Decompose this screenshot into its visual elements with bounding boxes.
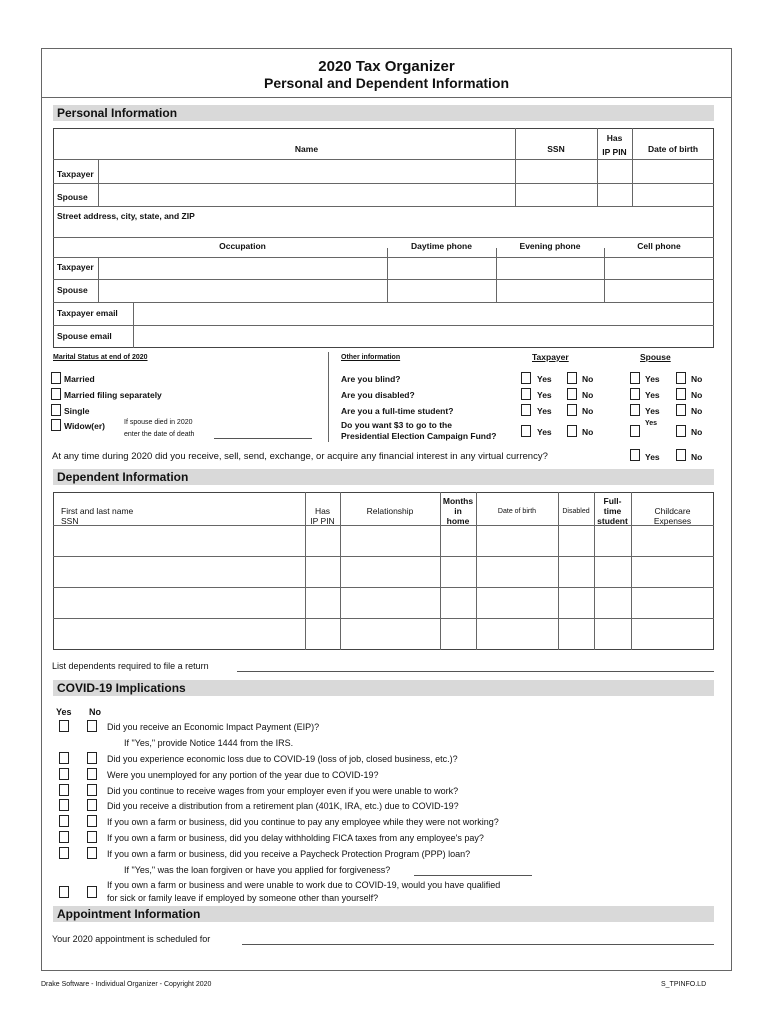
single-checkbox[interactable] bbox=[51, 404, 61, 416]
married-checkbox[interactable] bbox=[51, 372, 61, 384]
no-label: No bbox=[582, 406, 594, 416]
dep-col-ssn: SSN bbox=[61, 516, 79, 526]
covid-q8-yes-checkbox[interactable] bbox=[59, 847, 69, 859]
campaign-question-1: Do you want $3 to go to the bbox=[341, 420, 452, 430]
dep-col-name: First and last name bbox=[61, 506, 134, 516]
yes-label: Yes bbox=[645, 420, 658, 427]
list-dependents-label: List dependents required to file a return bbox=[52, 661, 209, 671]
covid-q1: Did you receive an Economic Impact Payment (EIP)? bbox=[107, 722, 320, 732]
covid-q2: Did you experience economic loss due to COVID-19 (loss of job, closed business, etc.)? bbox=[107, 754, 458, 764]
date-of-death-field[interactable] bbox=[214, 438, 312, 439]
sp-blind-no-checkbox[interactable] bbox=[676, 372, 686, 384]
taxpayer-occupation-field[interactable] bbox=[99, 258, 386, 278]
spouse-occupation-field[interactable] bbox=[99, 280, 386, 301]
no-label: No bbox=[691, 452, 703, 462]
mfs-checkbox[interactable] bbox=[51, 388, 61, 400]
title-divider bbox=[42, 97, 731, 98]
tp-blind-yes-checkbox[interactable] bbox=[521, 372, 531, 384]
covid-q3-yes-checkbox[interactable] bbox=[59, 768, 69, 780]
appointment-label: Your 2020 appointment is scheduled for bbox=[52, 934, 211, 944]
covid-q1-no-checkbox[interactable] bbox=[87, 720, 97, 732]
sp-disabled-no-checkbox[interactable] bbox=[676, 388, 686, 400]
covid-q7: If you own a farm or business, did you delay withholding FICA taxes from any employee's pay? bbox=[107, 833, 484, 843]
yes-label: Yes bbox=[645, 374, 660, 384]
blind-question: Are you blind? bbox=[341, 374, 401, 384]
spouse-died-note-1: If spouse died in 2020 bbox=[124, 419, 193, 426]
covid-q8: If you own a farm or business, did you receive a Paycheck Protection Program (PPP) loan? bbox=[107, 849, 471, 859]
dep-col-expenses: Expenses bbox=[653, 516, 692, 526]
appointment-field[interactable] bbox=[242, 944, 714, 945]
vc-no-checkbox[interactable] bbox=[676, 449, 686, 461]
other-taxpayer-heading: Taxpayer bbox=[532, 352, 569, 362]
taxpayer-email-field[interactable] bbox=[134, 303, 713, 324]
dep-col-has: Has bbox=[314, 506, 331, 516]
covid-q2-no-checkbox[interactable] bbox=[87, 752, 97, 764]
covid-q3: Were you unemployed for any portion of the year due to COVID-19? bbox=[107, 770, 379, 780]
covid-q6-no-checkbox[interactable] bbox=[87, 815, 97, 827]
row-spouse-label: Spouse bbox=[57, 192, 88, 202]
dependent-row-3-name-field[interactable] bbox=[54, 588, 304, 617]
covid-q2-yes-checkbox[interactable] bbox=[59, 752, 69, 764]
sp-campaign-yes-checkbox[interactable] bbox=[630, 425, 640, 437]
dep-col-dob: Date of birth bbox=[497, 508, 537, 515]
vc-yes-checkbox[interactable] bbox=[630, 449, 640, 461]
page-subtitle: Personal and Dependent Information bbox=[263, 75, 510, 91]
covid-q7-yes-checkbox[interactable] bbox=[59, 831, 69, 843]
covid-yes-heading: Yes bbox=[56, 707, 72, 717]
yes-label: Yes bbox=[645, 452, 660, 462]
student-question: Are you a full-time student? bbox=[341, 406, 454, 416]
col-ip-pin: IP PIN bbox=[602, 147, 627, 157]
covid-q1-yes-checkbox[interactable] bbox=[59, 720, 69, 732]
dep-col-relationship: Relationship bbox=[366, 506, 414, 516]
covid-q8-sub: If "Yes," was the loan forgiven or have you applied for forgiveness? bbox=[124, 865, 391, 875]
no-label: No bbox=[582, 390, 594, 400]
covid-q9-line2: for sick or family leave if employed by someone other than yourself? bbox=[107, 893, 379, 903]
covid-section-header: COVID-19 Implications bbox=[53, 680, 714, 696]
covid-q4: Did you continue to receive wages from your employer even if you were unable to work? bbox=[107, 786, 459, 796]
dep-col-months: Months bbox=[442, 496, 474, 506]
other-info-heading: Other information bbox=[341, 354, 401, 361]
covid-q9-line1: If you own a farm or business and were unable to work due to COVID-19, would you have qualified bbox=[107, 880, 501, 890]
sp-student-yes-checkbox[interactable] bbox=[630, 404, 640, 416]
address-field[interactable] bbox=[54, 221, 713, 236]
yes-label: Yes bbox=[645, 406, 660, 416]
no-label: No bbox=[691, 374, 703, 384]
col-cell-phone: Cell phone bbox=[637, 241, 681, 251]
col-occupation: Occupation bbox=[219, 241, 266, 251]
covid-q4-yes-checkbox[interactable] bbox=[59, 784, 69, 796]
col-ssn: SSN bbox=[547, 144, 565, 154]
covid-q6: If you own a farm or business, did you continue to pay any employee while they were not working? bbox=[107, 817, 499, 827]
dep-col-in: in bbox=[454, 506, 462, 516]
mfs-label: Married filing separately bbox=[64, 390, 162, 400]
dep-col-student: student bbox=[597, 516, 628, 526]
yes-label: Yes bbox=[645, 390, 660, 400]
page-title: 2020 Tax Organizer bbox=[318, 58, 455, 75]
spouse-name-field[interactable] bbox=[99, 184, 514, 205]
yes-label: Yes bbox=[537, 427, 552, 437]
covid-q7-no-checkbox[interactable] bbox=[87, 831, 97, 843]
sp-campaign-no-checkbox[interactable] bbox=[676, 425, 686, 437]
row-taxpayer-label: Taxpayer bbox=[57, 169, 94, 179]
tp-disabled-no-checkbox[interactable] bbox=[567, 388, 577, 400]
tp-campaign-no-checkbox[interactable] bbox=[567, 425, 577, 437]
disabled-question: Are you disabled? bbox=[341, 390, 415, 400]
covid-q9-yes-checkbox[interactable] bbox=[59, 886, 69, 898]
col-evening-phone: Evening phone bbox=[519, 241, 581, 251]
sp-student-no-checkbox[interactable] bbox=[676, 404, 686, 416]
tp-disabled-yes-checkbox[interactable] bbox=[521, 388, 531, 400]
dep-col-childcare: Childcare bbox=[654, 506, 691, 516]
col-dob: Date of birth bbox=[647, 144, 699, 154]
no-label: No bbox=[582, 374, 594, 384]
covid-q3-no-checkbox[interactable] bbox=[87, 768, 97, 780]
dependent-section-header: Dependent Information bbox=[53, 469, 714, 485]
covid-q4-no-checkbox[interactable] bbox=[87, 784, 97, 796]
col-has: Has bbox=[606, 133, 623, 143]
covid-q9-no-checkbox[interactable] bbox=[87, 886, 97, 898]
occ-spouse-label: Spouse bbox=[57, 285, 88, 295]
dependent-row-1-name-field[interactable] bbox=[54, 526, 304, 555]
taxpayer-name-field[interactable] bbox=[99, 160, 514, 182]
campaign-question-2: Presidential Election Campaign Fund? bbox=[341, 431, 497, 441]
spouse-email-field[interactable] bbox=[134, 326, 713, 347]
ppp-forgiveness-field[interactable] bbox=[414, 875, 532, 876]
dep-col-disabled: Disabled bbox=[562, 508, 590, 515]
tp-student-yes-checkbox[interactable] bbox=[521, 404, 531, 416]
taxpayer-email-label: Taxpayer email bbox=[57, 308, 118, 318]
covid-q5: Did you receive a distribution from a retirement plan (401K, IRA, etc.) due to COVID-19? bbox=[107, 801, 459, 811]
tp-student-no-checkbox[interactable] bbox=[567, 404, 577, 416]
col-daytime-phone: Daytime phone bbox=[411, 241, 472, 251]
covid-no-heading: No bbox=[89, 707, 101, 717]
covid-q5-no-checkbox[interactable] bbox=[87, 799, 97, 811]
organizer-page bbox=[41, 48, 732, 971]
dependent-row-2-name-field[interactable] bbox=[54, 557, 304, 586]
yes-label: Yes bbox=[537, 390, 552, 400]
no-label: No bbox=[582, 427, 594, 437]
covid-q8-no-checkbox[interactable] bbox=[87, 847, 97, 859]
yes-label: Yes bbox=[537, 374, 552, 384]
no-label: No bbox=[691, 406, 703, 416]
occ-taxpayer-label: Taxpayer bbox=[57, 262, 94, 272]
address-label: Street address, city, state, and ZIP bbox=[57, 211, 195, 221]
yes-label: Yes bbox=[537, 406, 552, 416]
covid-q1-sub: If "Yes," provide Notice 1444 from the IRS. bbox=[124, 738, 294, 748]
spouse-email-label: Spouse email bbox=[57, 331, 112, 341]
sp-disabled-yes-checkbox[interactable] bbox=[630, 388, 640, 400]
widow-label: Widow(er) bbox=[64, 421, 106, 431]
marital-heading: Marital Status at end of 2020 bbox=[53, 354, 148, 361]
single-label: Single bbox=[64, 406, 90, 416]
appointment-section-header: Appointment Information bbox=[53, 906, 714, 922]
tp-blind-no-checkbox[interactable] bbox=[567, 372, 577, 384]
widow-checkbox[interactable] bbox=[51, 419, 61, 431]
dep-col-ippin: IP PIN bbox=[310, 516, 335, 526]
dependent-row-4-name-field[interactable] bbox=[54, 619, 304, 649]
covid-q5-yes-checkbox[interactable] bbox=[59, 799, 69, 811]
dep-col-time: time bbox=[603, 506, 622, 516]
marital-divider bbox=[328, 352, 329, 442]
no-label: No bbox=[691, 390, 703, 400]
col-name: Name bbox=[294, 144, 319, 154]
list-dependents-field[interactable] bbox=[237, 671, 714, 672]
tp-campaign-yes-checkbox[interactable] bbox=[521, 425, 531, 437]
sp-blind-yes-checkbox[interactable] bbox=[630, 372, 640, 384]
dep-col-home: home bbox=[446, 516, 470, 526]
no-label: No bbox=[691, 427, 703, 437]
footer-copyright: Drake Software - Individual Organizer - Copyright 2020 bbox=[41, 981, 212, 988]
other-spouse-heading: Spouse bbox=[640, 352, 671, 362]
personal-section-header: Personal Information bbox=[53, 105, 714, 121]
dep-col-full: Full- bbox=[603, 496, 622, 506]
spouse-died-note-2: enter the date of death bbox=[124, 431, 195, 438]
married-label: Married bbox=[64, 374, 95, 384]
virtual-currency-question: At any time during 2020 did you receive, sell, send, exchange, or acquire any financial interest in any virtual currency? bbox=[52, 451, 548, 462]
covid-q6-yes-checkbox[interactable] bbox=[59, 815, 69, 827]
footer-form-code: S_TPINFO.LD bbox=[661, 981, 707, 988]
